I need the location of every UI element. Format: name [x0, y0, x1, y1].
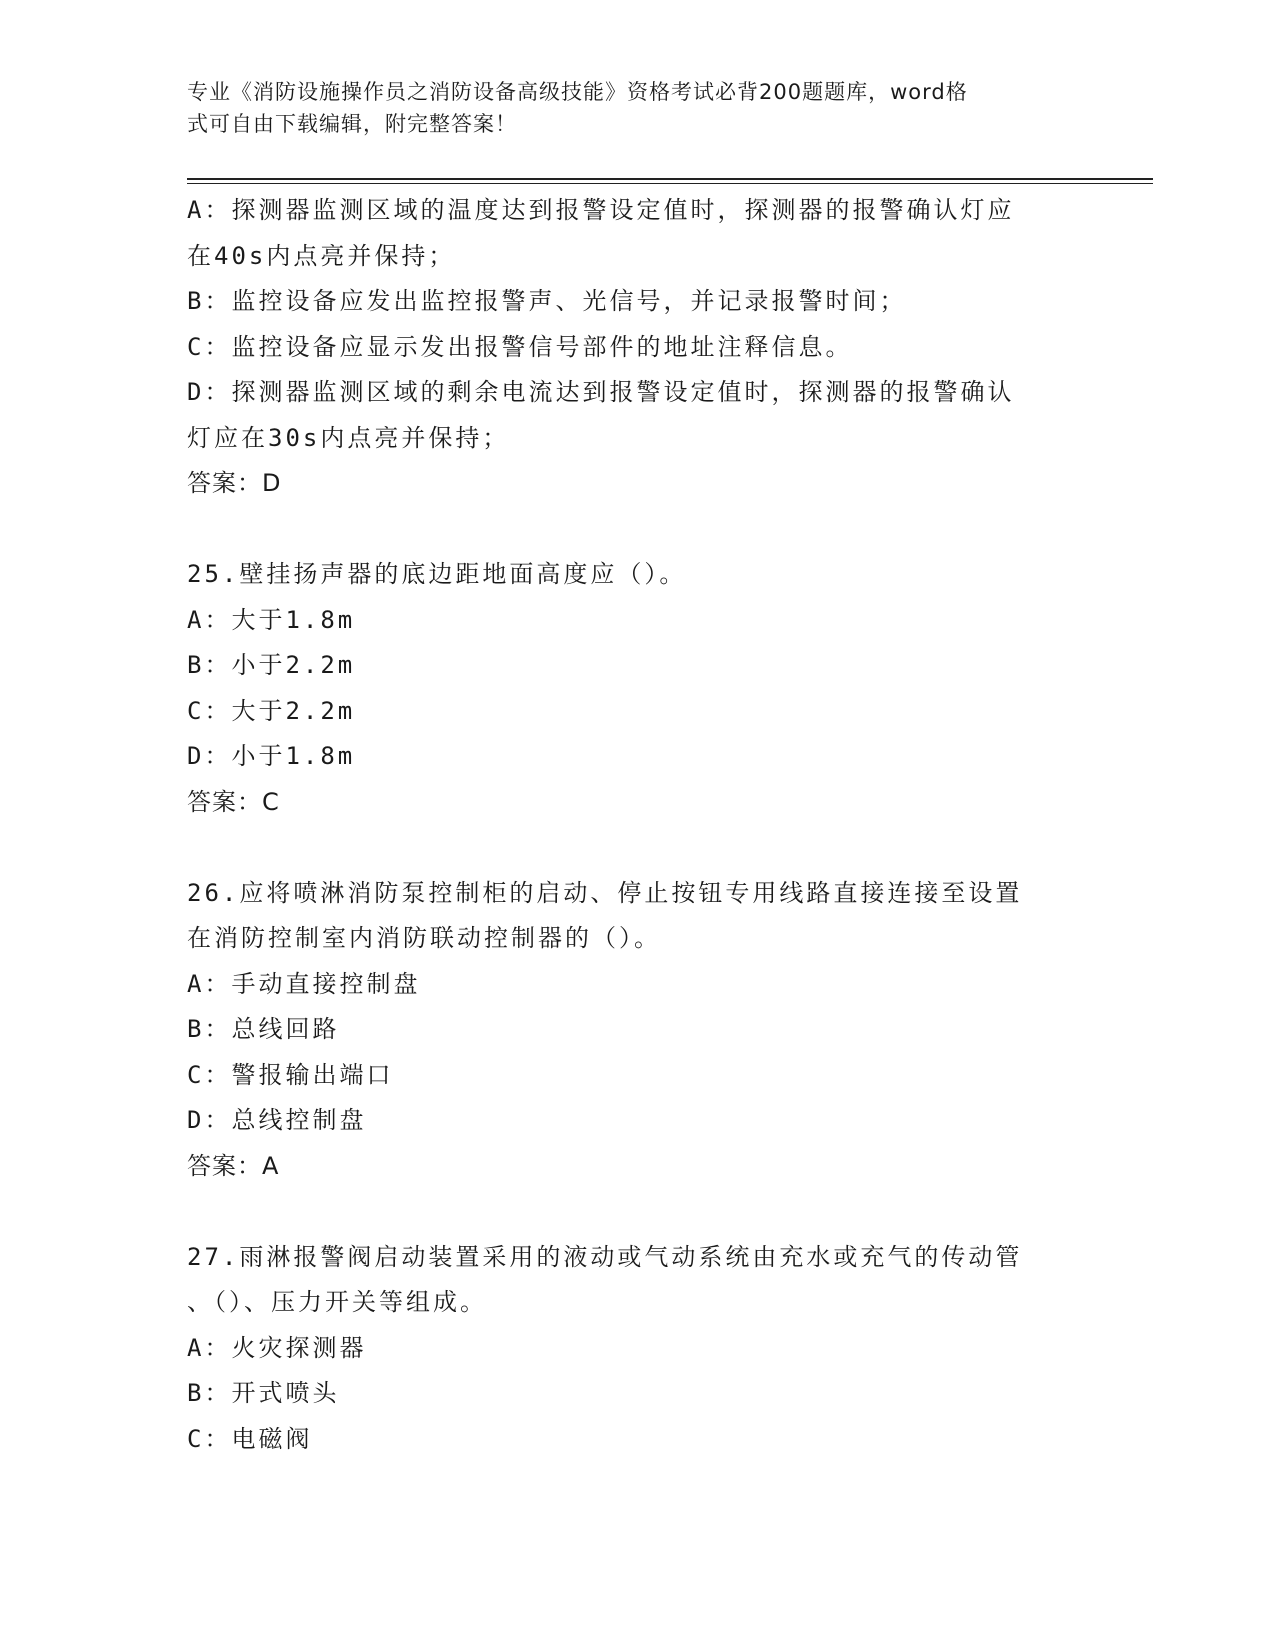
option-d: D：小于1.8m [187, 742, 356, 770]
question-25 [187, 552, 1087, 825]
question-stem-line-1: 26.应将喷淋消防泵控制柜的启动、停止按钮专用线路直接连接至设置 [187, 878, 1023, 907]
option-b: B：开式喷头 [187, 1379, 340, 1407]
option-b: B：小于2.2m [187, 651, 356, 679]
answer: 答案：C [187, 787, 280, 816]
question-stem-line-2: 、（）、压力开关等组成。 [187, 1288, 487, 1316]
spacer [187, 1189, 1087, 1235]
option-c: C：电磁阀 [187, 1424, 313, 1453]
option-a: A：手动直接控制盘 [187, 969, 421, 998]
spacer [187, 507, 1087, 553]
option-c: C：监控设备应显示发出报警信号部件的地址注释信息。 [187, 332, 853, 361]
question-stem-line-2: 在消防控制室内消防联动控制器的（）。 [187, 924, 661, 952]
option-a-line-2: 在40s内点亮并保持； [187, 241, 456, 270]
option-d: D：总线控制盘 [187, 1106, 367, 1134]
header-rule-thick [187, 178, 1153, 180]
header-line-1: 专业《消防设施操作员之消防设备高级技能》资格考试必背200题题库，word格 [187, 80, 968, 104]
option-c: C：警报输出端口 [187, 1060, 394, 1089]
document-header [187, 76, 1067, 140]
option-d-line-2: 灯应在30s内点亮并保持； [187, 423, 510, 452]
option-a: A：火灾探测器 [187, 1333, 367, 1362]
option-b: B：总线回路 [187, 1015, 340, 1043]
answer: 答案：D [187, 469, 282, 497]
question-27 [187, 1235, 1087, 1463]
question-stem: 25.壁挂扬声器的底边距地面高度应（）。 [187, 560, 687, 588]
question-26 [187, 871, 1087, 1190]
header-rule-thin [187, 183, 1153, 184]
spacer [187, 825, 1087, 871]
option-c: C：大于2.2m [187, 696, 356, 725]
option-d-line-1: D：探测器监测区域的剩余电流达到报警设定值时，探测器的报警确认 [187, 378, 1015, 406]
answer: 答案：A [187, 1151, 280, 1180]
previous-question [187, 188, 1087, 507]
option-b: B：监控设备应发出监控报警声、光信号，并记录报警时间； [187, 287, 907, 315]
header-line-2: 式可自由下载编辑，附完整答案！ [187, 112, 517, 136]
question-list [187, 188, 1087, 1462]
question-stem-line-1: 27.雨淋报警阀启动装置采用的液动或气动系统由充水或充气的传动管 [187, 1242, 1023, 1271]
option-a-line-1: A：探测器监测区域的温度达到报警设定值时，探测器的报警确认灯应 [187, 196, 1015, 224]
option-a: A：大于1.8m [187, 605, 356, 634]
